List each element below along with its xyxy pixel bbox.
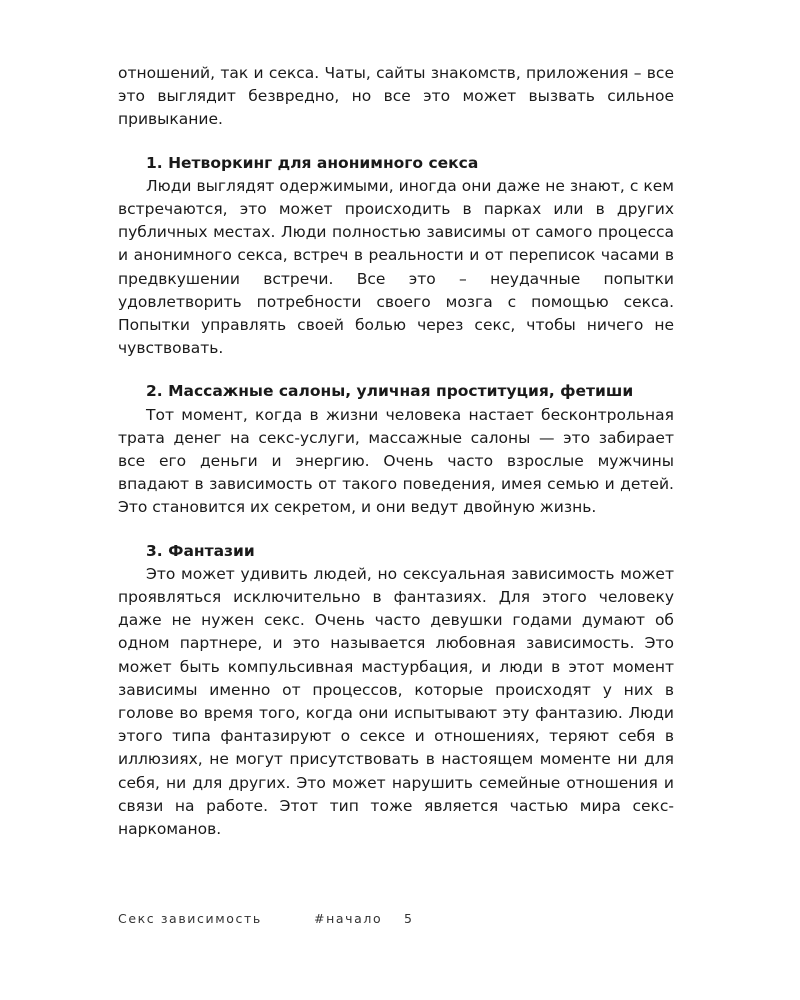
section-3-heading: 3. Фантазии <box>146 541 255 560</box>
section-1-text: Люди выглядят одержимыми, иногда они даже не знают, с кем встречаются, это может происходить в парках или в других публичных местах. Люди полностью зависимы от самого процесса и анонимного секса, встреч в реальности и от переписок часами в предвкушении встречи. Все это – неудачные попытки удовлетворить потребности своего мозга с помощью секса. Попытки управлять своей болью через секс, чтобы ничего не чувствовать. <box>118 176 674 358</box>
footer-book-title: Секс зависимость <box>118 911 262 926</box>
page-footer <box>118 911 414 926</box>
section-1-heading: 1. Нетворкинг для анонимного секса <box>146 153 479 172</box>
page-number: 5 <box>404 911 414 926</box>
section-3-text: Это может удивить людей, но сексуальная зависимость может проявляться исключительно в фантазиях. Для этого человеку даже не нужен секс. Очень часто девушки годами думают об одном партнере, и это называется любовная зависимость. Это может быть компульсивная мастурбация, и люди в этот момент зависимы именно от процессов, которые происходят у них в голове во время того, когда они испытывают эту фантазию. Люди этого типа фантазируют о сексе и отношениях, теряют себя в иллюзиях, не могут присутствовать в настоящем моменте ни для себя, ни для других. Это может нарушить семейные отношения и связи на работе. Этот тип тоже является частью мира секс-наркоманов. <box>118 564 674 839</box>
footer-hashtag: #начало <box>314 911 383 926</box>
section-2-heading: 2. Массажные салоны, уличная проституция, фетиши <box>146 382 634 401</box>
page-body <box>118 62 674 841</box>
section-2-text: Тот момент, когда в жизни человека настает бесконтрольная трата денег на секс-услуги, массажные салоны — это забирает все его деньги и энергию. Очень часто взрослые мужчины впадают в зависимость от такого поведения, имея семью и детей. Это становится их секретом, и они ведут двойную жизнь. <box>118 405 674 517</box>
intro-paragraph: отношений, так и секса. Чаты, сайты знакомств, приложения – все это выглядит безвредно, но все это может вызвать сильное привыкание. <box>118 64 674 129</box>
